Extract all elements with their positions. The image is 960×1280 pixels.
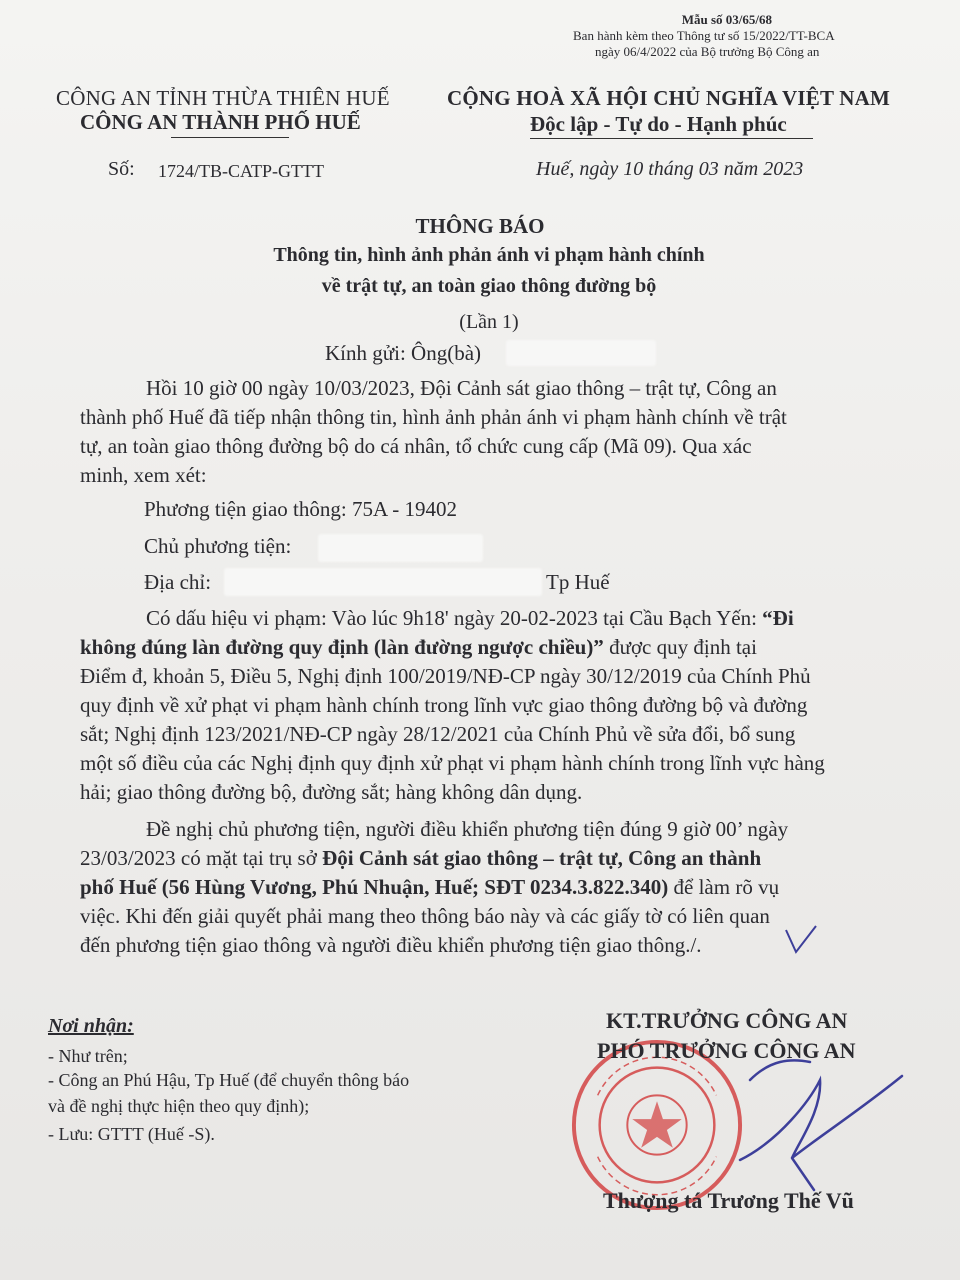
form-issuance-line: Ban hành kèm theo Thông tư số 15/2022/TT-BCA xyxy=(573,28,835,43)
document-subtitle-2: về trật tự, an toàn giao thông đường bộ xyxy=(321,275,657,297)
request-line: Đề nghị chủ phương tiện, người điều khiển phương tiện đúng 9 giờ 00’ ngày xyxy=(146,817,789,841)
recipient-item: và đề nghị thực hiện theo quy định); xyxy=(48,1096,310,1116)
request-line xyxy=(80,844,910,873)
country-name: CỘNG HOÀ XÃ HỘI CHỦ NGHĨA VIỆT NAM xyxy=(447,86,890,110)
vehicle-info: Phương tiện giao thông: 75A - 19402 xyxy=(144,497,457,521)
request-line: đến phương tiện giao thông và người điều khiển phương tiện giao thông./. xyxy=(80,933,702,957)
violation-line: quy định về xử phạt vi phạm hành chính trong lĩnh vực giao thông đường bộ và đường xyxy=(80,693,808,717)
intro-line: Hồi 10 giờ 00 ngày 10/03/2023, Đội Cảnh sát giao thông – trật tự, Công an xyxy=(146,376,777,400)
violation-bold-start: “Đi xyxy=(762,606,794,630)
intro-paragraph xyxy=(80,374,910,490)
agency-underline xyxy=(171,137,289,138)
violation-line xyxy=(80,633,910,662)
request-line xyxy=(80,873,910,902)
redacted-recipient-name xyxy=(506,340,656,366)
document-subtitle-1: Thông tin, hình ảnh phản ánh vi phạm hành chính xyxy=(273,244,705,266)
signature-title-1: KT.TRƯỞNG CÔNG AN xyxy=(606,1008,848,1033)
violation-line: hải; giao thông đường bộ, đường sắt; hàng không dân dụng. xyxy=(80,780,583,804)
violation-description: không đúng làn đường quy định (làn đường ngược chiều)” xyxy=(80,635,604,659)
recipient-item: - Như trên; xyxy=(48,1046,128,1066)
recipients-title: Nơi nhận: xyxy=(48,1015,134,1037)
agency-parent: CÔNG AN TỈNH THỪA THIÊN HUẾ xyxy=(56,86,390,110)
violation-tail: được quy định tại xyxy=(603,635,757,659)
redacted-address xyxy=(224,568,542,596)
form-number: Mẫu số 03/65/68 xyxy=(681,12,772,27)
intro-line: tự, an toàn giao thông đường bộ do cá nhân, tổ chức cung cấp (Mã 09). Qua xác xyxy=(80,434,752,458)
redacted-owner xyxy=(318,534,483,562)
handwritten-signature-icon xyxy=(560,1040,920,1210)
recipient-item: - Công an Phú Hậu, Tp Huế (để chuyển thông báo xyxy=(48,1070,410,1090)
address-label: Địa chỉ: xyxy=(144,570,212,594)
agency-name: CÔNG AN THÀNH PHỐ HUẾ xyxy=(80,110,361,134)
office-name: Đội Cảnh sát giao thông – trật tự, Công an thành xyxy=(322,846,762,870)
request-text: 23/03/2023 có mặt tại trụ sở xyxy=(80,846,323,870)
motto-underline xyxy=(530,138,813,139)
violation-line: sắt; Nghị định 123/2021/NĐ-CP ngày 28/12/2021 của Chính Phủ về sửa đổi, bổ sung xyxy=(80,722,796,746)
doc-number: 1724/TB-CATP-GTTT xyxy=(158,161,324,181)
violation-line xyxy=(80,604,910,633)
intro-line: minh, xem xét: xyxy=(80,463,207,487)
attempt-number: (Lần 1) xyxy=(459,311,519,333)
request-line: việc. Khi đến giải quyết phải mang theo thông báo này và các giấy tờ có liên quan xyxy=(80,904,770,928)
violation-line: Điểm đ, khoản 5, Điều 5, Nghị định 100/2019/NĐ-CP ngày 30/12/2019 của Chính Phủ xyxy=(80,664,811,688)
national-motto: Độc lập - Tự do - Hạnh phúc xyxy=(530,112,787,136)
signer-name: Thượng tá Trương Thế Vũ xyxy=(603,1188,854,1213)
request-text: để làm rõ vụ xyxy=(668,875,780,899)
owner-label: Chủ phương tiện: xyxy=(144,534,292,558)
address-city: Tp Huế xyxy=(546,570,610,594)
doc-number-label: Số: xyxy=(108,158,135,180)
signature-title-2: PHÓ TRƯỞNG CÔNG AN xyxy=(597,1038,856,1063)
document-title: THÔNG BÁO xyxy=(415,214,545,238)
intro-line: thành phố Huế đã tiếp nhận thông tin, hình ảnh phản ánh vi phạm hành chính về trật xyxy=(80,405,787,429)
recipient-item: - Lưu: GTTT (Huế -S). xyxy=(48,1124,215,1144)
office-address: phố Huế (56 Hùng Vương, Phú Nhuận, Huế; SĐT 0234.3.822.340) xyxy=(80,875,669,899)
check-mark-icon xyxy=(780,920,820,960)
form-issuance-date-line: ngày 06/4/2022 của Bộ trưởng Bộ Công an xyxy=(595,44,820,59)
violation-lead: Có dấu hiệu vi phạm: Vào lúc 9h18' ngày 20-02-2023 tại Cầu Bạch Yến: xyxy=(146,606,763,630)
violation-line: một số điều của các Nghị định quy định xử phạt vi phạm hành chính trong lĩnh vực hàng xyxy=(80,751,825,775)
recipient-label: Kính gửi: Ông(bà) xyxy=(325,341,482,365)
violation-paragraph xyxy=(80,604,910,807)
place-date: Huế, ngày 10 tháng 03 năm 2023 xyxy=(536,158,804,180)
